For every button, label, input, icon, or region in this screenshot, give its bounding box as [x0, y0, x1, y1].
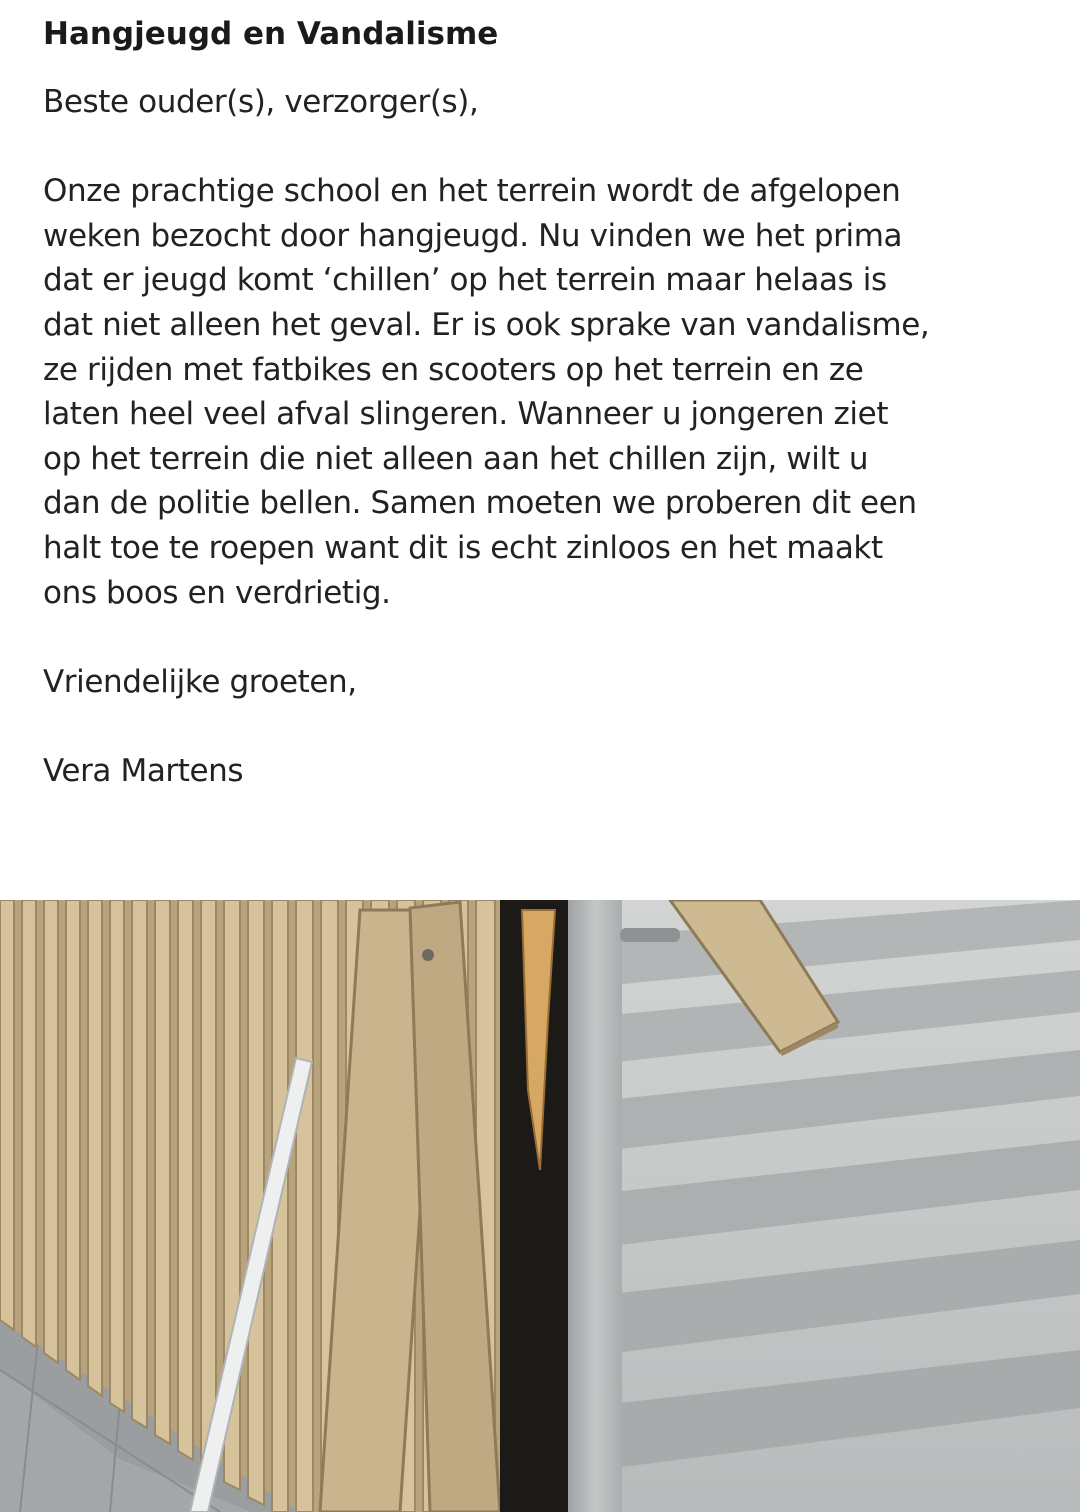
signature: Vera Martens	[43, 752, 244, 789]
post-text	[43, 10, 1053, 794]
paragraph-line: ze rijden met fatbikes en scooters op het terrein en ze	[43, 351, 864, 388]
message-paragraph	[43, 169, 1053, 615]
paragraph-line: dat er jeugd komt ‘chillen’ op het terrein maar helaas is	[43, 262, 887, 299]
post-title: Hangjeugd en Vandalisme	[43, 16, 499, 52]
screw-icon	[422, 949, 434, 961]
paragraph-line: dat niet alleen het geval. Er is ook sprake van vandalisme,	[43, 306, 930, 343]
greeting: Beste ouder(s), verzorger(s),	[43, 84, 479, 120]
paragraph-line: Onze prachtige school en het terrein wordt de afgelopen	[43, 173, 901, 210]
paragraph-line: op het terrein die niet alleen aan het chillen zijn, wilt u	[43, 440, 869, 477]
paragraph-line: weken bezocht door hangjeugd. Nu vinden we het prima	[43, 217, 903, 254]
metal-pillar	[568, 900, 622, 1512]
post-photo[interactable]	[0, 900, 1080, 1512]
paragraph-line: laten heel veel afval slingeren. Wanneer u jongeren ziet	[43, 396, 889, 433]
post-body	[43, 80, 1053, 794]
paragraph-line: halt toe te roepen want dit is echt zinloos en het maakt	[43, 529, 883, 566]
handrail-bracket	[620, 928, 680, 942]
closing: Vriendelijke groeten,	[43, 663, 357, 700]
vandalism-photo	[0, 900, 1080, 1512]
black-post	[500, 900, 570, 1512]
paragraph-line: dan de politie bellen. Samen moeten we proberen dit een	[43, 485, 917, 522]
paragraph-line: ons boos en verdrietig.	[43, 574, 391, 611]
